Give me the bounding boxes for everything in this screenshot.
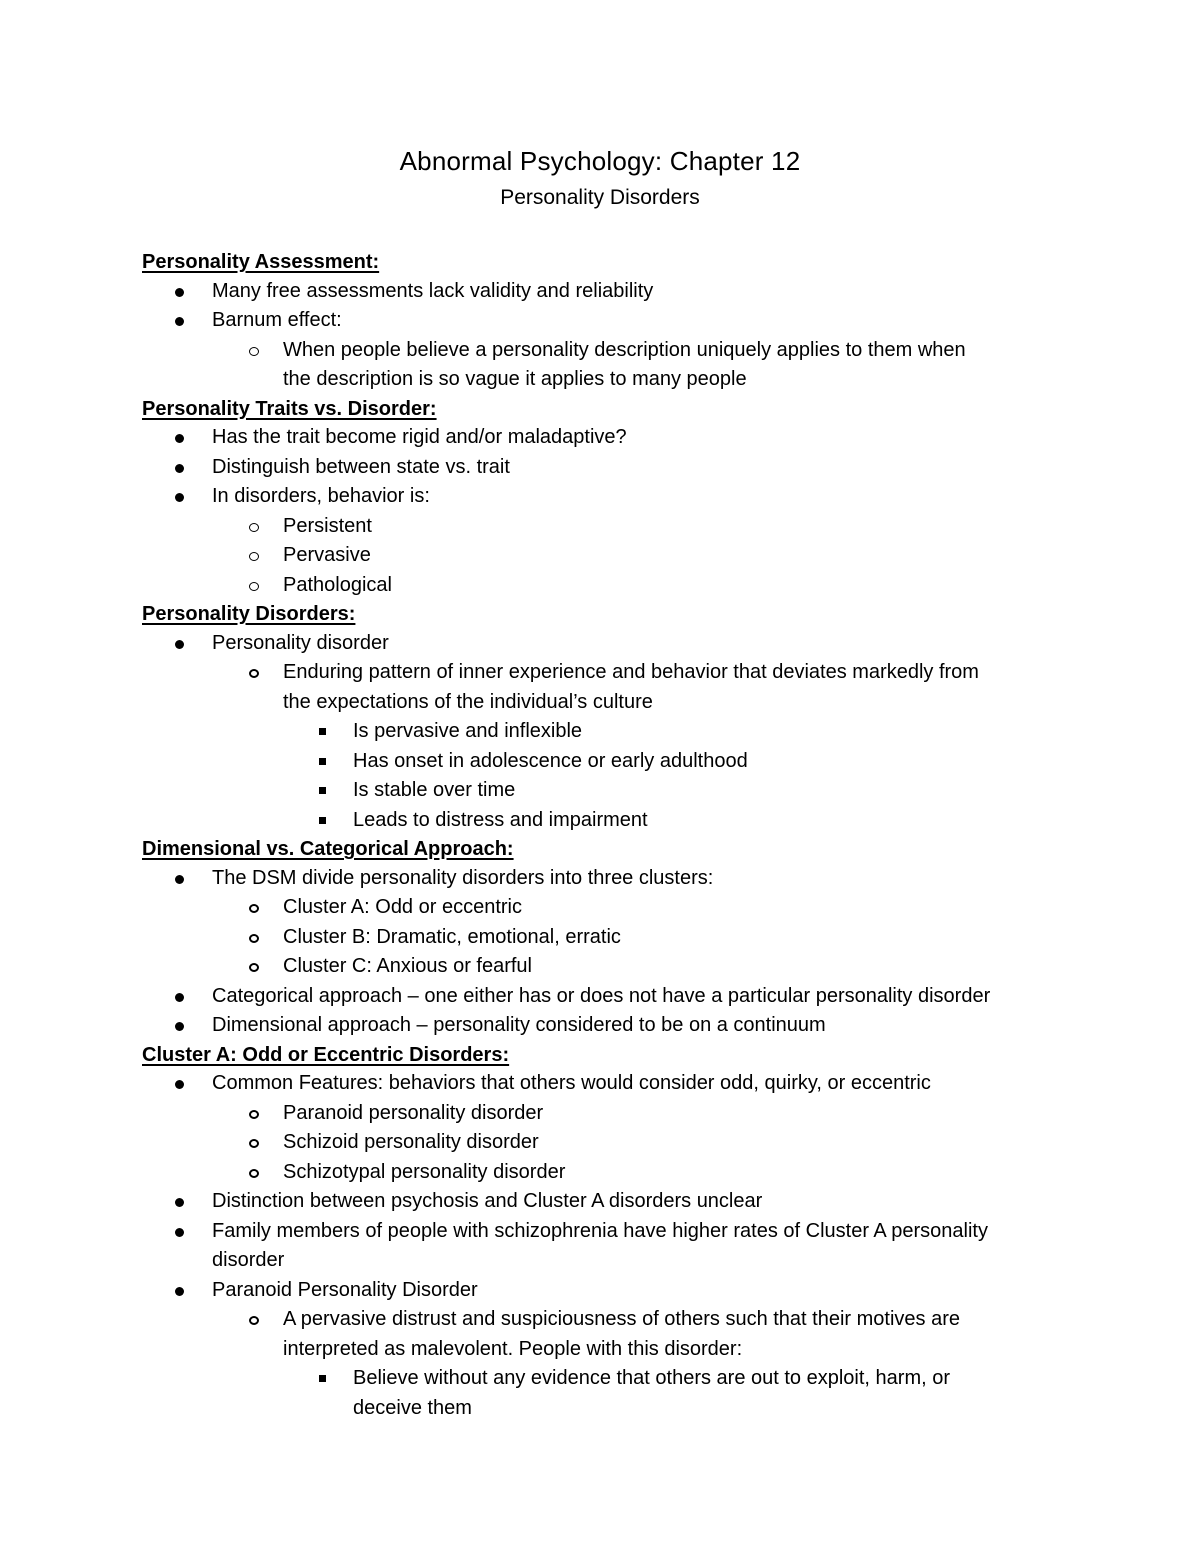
list-item bbox=[0, 571, 1200, 601]
list-item-text: Personality disorder bbox=[212, 631, 389, 654]
list-item-text: Paranoid Personality Disorder bbox=[212, 1278, 478, 1301]
list-item-text: When people believe a personality description uniquely applies to them when bbox=[283, 338, 966, 361]
bullet-dot-icon bbox=[175, 1080, 184, 1089]
section-heading: Cluster A: Odd or Eccentric Disorders: bbox=[142, 1043, 510, 1066]
bullet-dot-icon bbox=[175, 875, 184, 884]
list-item bbox=[0, 1305, 1200, 1335]
bullet-circle-icon bbox=[249, 347, 259, 356]
list-item-text: interpreted as malevolent. People with this disorder: bbox=[283, 1337, 743, 1360]
list-item bbox=[0, 893, 1200, 923]
bullet-square-icon bbox=[319, 1375, 326, 1382]
list-item-text: Barnum effect: bbox=[212, 309, 342, 331]
list-item bbox=[0, 1187, 1200, 1217]
bullet-dot-icon bbox=[175, 993, 184, 1002]
list-item bbox=[0, 1158, 1200, 1188]
bullet-square-icon bbox=[319, 817, 326, 824]
list-item-text: Dimensional approach – personality considered to be on a continuum bbox=[212, 1014, 826, 1036]
bullet-circle-icon bbox=[249, 1316, 259, 1325]
list-item bbox=[0, 1217, 1200, 1247]
list-item-text: Pathological bbox=[283, 573, 392, 596]
list-item-text: Common Features: behaviors that others would consider odd, quirky, or eccentric bbox=[212, 1072, 931, 1094]
list-item-text: Many free assessments lack validity and reliability bbox=[212, 279, 654, 302]
list-item bbox=[0, 336, 1200, 366]
list-item bbox=[0, 952, 1200, 982]
list-item bbox=[0, 482, 1200, 512]
list-item bbox=[0, 806, 1200, 836]
bullet-dot-icon bbox=[175, 493, 184, 502]
bullet-dot-icon bbox=[175, 1228, 184, 1237]
list-item-text: Categorical approach – one either has or does not have a particular personality disorder bbox=[212, 984, 991, 1007]
list-item-text: Is stable over time bbox=[353, 779, 516, 801]
list-item bbox=[0, 306, 1200, 336]
list-item-text: deceive them bbox=[353, 1396, 472, 1419]
bullet-circle-icon bbox=[249, 1139, 259, 1148]
list-item-text: Cluster C: Anxious or fearful bbox=[283, 955, 532, 977]
list-item-text: Schizotypal personality disorder bbox=[283, 1160, 566, 1183]
document-subtitle: Personality Disorders bbox=[500, 186, 700, 209]
list-item-text: Schizoid personality disorder bbox=[283, 1131, 539, 1153]
bullet-square-icon bbox=[319, 787, 326, 794]
document-title: Abnormal Psychology: Chapter 12 bbox=[399, 146, 801, 176]
list-item bbox=[0, 1069, 1200, 1099]
list-item bbox=[0, 1335, 1200, 1365]
list-item-text: Cluster B: Dramatic, emotional, erratic bbox=[283, 925, 621, 948]
list-item bbox=[0, 923, 1200, 953]
list-item bbox=[0, 1011, 1200, 1041]
list-item-text: In disorders, behavior is: bbox=[212, 485, 430, 507]
list-item-text: Cluster A: Odd or eccentric bbox=[283, 896, 522, 918]
bullet-square-icon bbox=[319, 728, 326, 735]
list-item bbox=[0, 688, 1200, 718]
list-item-text: Is pervasive and inflexible bbox=[353, 720, 583, 742]
list-item bbox=[0, 1246, 1200, 1276]
list-item-text: Distinction between psychosis and Cluster A disorders unclear bbox=[212, 1190, 763, 1212]
bullet-dot-icon bbox=[175, 317, 184, 326]
document-body bbox=[0, 248, 1200, 1423]
list-item bbox=[0, 512, 1200, 542]
list-item bbox=[0, 864, 1200, 894]
list-item-text: the expectations of the individual’s culture bbox=[283, 690, 653, 713]
list-item bbox=[0, 277, 1200, 307]
bullet-circle-icon bbox=[249, 934, 259, 943]
list-item bbox=[0, 423, 1200, 453]
list-item bbox=[0, 658, 1200, 688]
bullet-dot-icon bbox=[175, 288, 184, 297]
bullet-dot-icon bbox=[175, 434, 184, 443]
list-item bbox=[0, 982, 1200, 1012]
list-item-text: A pervasive distrust and suspiciousness of others such that their motives are bbox=[283, 1308, 961, 1330]
bullet-dot-icon bbox=[175, 1022, 184, 1031]
list-item bbox=[0, 1394, 1200, 1424]
bullet-dot-icon bbox=[175, 1287, 184, 1296]
list-item-text: the description is so vague it applies to many people bbox=[283, 368, 747, 390]
bullet-circle-icon bbox=[249, 904, 259, 913]
list-item-text: Has onset in adolescence or early adulthood bbox=[353, 749, 748, 772]
bullet-circle-icon bbox=[249, 963, 259, 972]
list-item-text: Believe without any evidence that others are out to exploit, harm, or bbox=[353, 1367, 951, 1389]
bullet-square-icon bbox=[319, 758, 326, 765]
list-item bbox=[0, 1128, 1200, 1158]
list-item bbox=[0, 629, 1200, 659]
bullet-dot-icon bbox=[175, 464, 184, 473]
list-item-text: The DSM divide personality disorders into three clusters: bbox=[212, 866, 714, 889]
list-item-text: Paranoid personality disorder bbox=[283, 1101, 544, 1124]
list-item-text: Distinguish between state vs. trait bbox=[212, 455, 510, 478]
list-item-text: Leads to distress and impairment bbox=[353, 808, 648, 831]
bullet-circle-icon bbox=[249, 523, 259, 532]
bullet-circle-icon bbox=[249, 1110, 259, 1119]
list-item-text: disorder bbox=[212, 1249, 285, 1271]
section-heading: Personality Traits vs. Disorder: bbox=[142, 397, 437, 420]
list-item bbox=[0, 747, 1200, 777]
list-item bbox=[0, 776, 1200, 806]
list-item bbox=[0, 717, 1200, 747]
section-heading: Dimensional vs. Categorical Approach: bbox=[142, 838, 514, 860]
list-item bbox=[0, 541, 1200, 571]
bullet-dot-icon bbox=[175, 640, 184, 649]
list-item bbox=[0, 1099, 1200, 1129]
list-item-text: Family members of people with schizophrenia have higher rates of Cluster A personality bbox=[212, 1219, 988, 1242]
list-item-text: Enduring pattern of inner experience and behavior that deviates markedly from bbox=[283, 661, 979, 683]
list-item bbox=[0, 1364, 1200, 1394]
list-item-text: Persistent bbox=[283, 514, 372, 537]
bullet-circle-icon bbox=[249, 552, 259, 561]
list-item bbox=[0, 365, 1200, 395]
list-item-text: Has the trait become rigid and/or maladaptive? bbox=[212, 426, 627, 448]
bullet-dot-icon bbox=[175, 1198, 184, 1207]
list-item bbox=[0, 453, 1200, 483]
bullet-circle-icon bbox=[249, 1169, 259, 1178]
bullet-circle-icon bbox=[249, 582, 259, 591]
list-item-text: Pervasive bbox=[283, 544, 371, 566]
section-heading: Personality Assessment: bbox=[142, 251, 380, 273]
bullet-circle-icon bbox=[249, 669, 259, 678]
section-heading: Personality Disorders: bbox=[142, 603, 356, 625]
list-item bbox=[0, 1276, 1200, 1306]
